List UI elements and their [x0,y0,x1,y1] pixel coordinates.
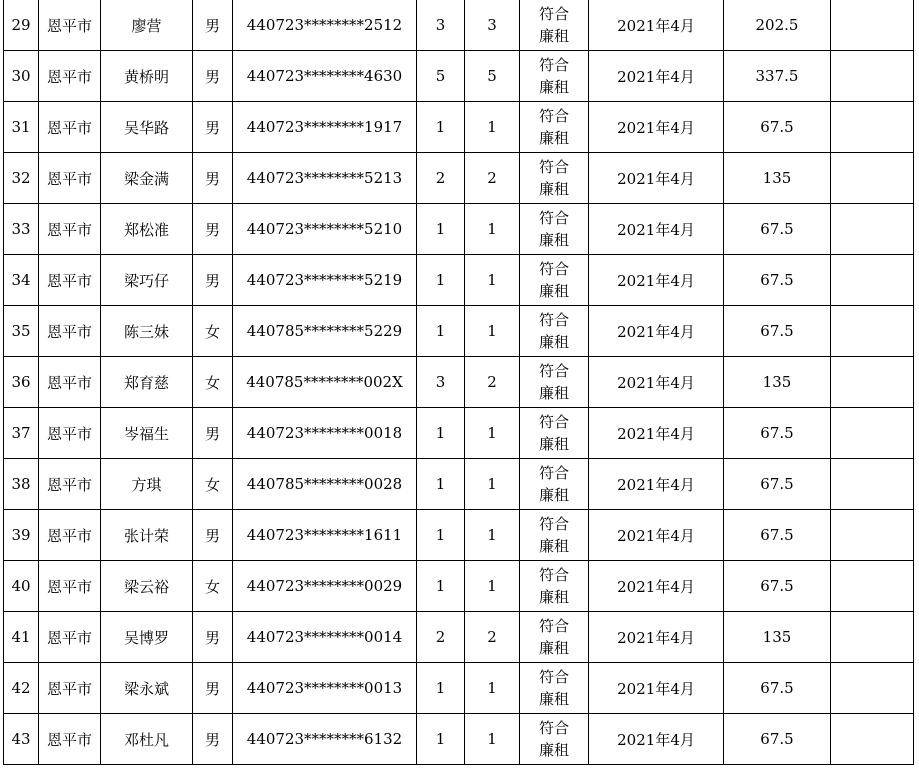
qualification-line: 廉租 [538,486,569,504]
city-cell: 恩平市 [39,408,101,459]
table-row [4,714,914,765]
gender-cell: 女 [193,459,233,510]
gender-cell: 男 [193,0,233,51]
table-row [4,510,914,561]
qualification-line: 符合 [538,566,569,584]
name-cell: 陈三妹 [101,306,193,357]
qualification-cell [520,102,589,153]
subsidy-persons-cell: 1 [465,102,520,153]
subsidy-persons-cell: 1 [465,408,520,459]
note-cell [831,51,914,102]
gender-cell: 男 [193,51,233,102]
city-cell: 恩平市 [39,612,101,663]
city-cell: 恩平市 [39,0,101,51]
row-number: 42 [4,663,39,714]
note-cell [831,612,914,663]
row-number: 31 [4,102,39,153]
family-size-cell: 1 [417,204,465,255]
table-row [4,306,914,357]
qualification-line: 廉租 [538,129,569,147]
subsidy-persons-cell: 1 [465,204,520,255]
qualification-line: 廉租 [538,333,569,351]
table-row [4,153,914,204]
subsidy-persons-cell: 2 [465,357,520,408]
qualification-cell [520,663,589,714]
family-size-cell: 1 [417,306,465,357]
name-cell: 廖营 [101,0,193,51]
row-number: 36 [4,357,39,408]
name-cell: 吴博罗 [101,612,193,663]
gender-cell: 男 [193,255,233,306]
gender-cell: 男 [193,102,233,153]
amount-cell: 67.5 [724,561,831,612]
note-cell [831,459,914,510]
gender-cell: 男 [193,663,233,714]
table-row [4,561,914,612]
qualification-cell [520,306,589,357]
note-cell [831,510,914,561]
gender-cell: 女 [193,357,233,408]
table-row [4,357,914,408]
name-cell: 梁云裕 [101,561,193,612]
row-number: 38 [4,459,39,510]
gender-cell: 男 [193,714,233,765]
subsidy-persons-cell: 1 [465,714,520,765]
qualification-cell [520,204,589,255]
family-size-cell: 1 [417,408,465,459]
document-page [3,0,914,765]
subsidy-persons-cell: 1 [465,561,520,612]
city-cell: 恩平市 [39,102,101,153]
qualification-cell [520,510,589,561]
family-size-cell: 1 [417,255,465,306]
qualification-line: 符合 [538,719,569,737]
id-number-cell: 440723********0029 [233,561,417,612]
family-size-cell: 1 [417,459,465,510]
row-number: 41 [4,612,39,663]
qualification-line: 廉租 [538,639,569,657]
family-size-cell: 1 [417,561,465,612]
gender-cell: 女 [193,561,233,612]
qualification-cell [520,714,589,765]
amount-cell: 67.5 [724,306,831,357]
family-size-cell: 1 [417,102,465,153]
month-cell: 2021年4月 [589,612,724,663]
qualification-line: 符合 [538,362,569,380]
row-number: 34 [4,255,39,306]
family-size-cell: 2 [417,153,465,204]
qualification-line: 符合 [538,464,569,482]
family-size-cell: 1 [417,510,465,561]
note-cell [831,255,914,306]
amount-cell: 135 [724,357,831,408]
name-cell: 岑福生 [101,408,193,459]
name-cell: 吴华路 [101,102,193,153]
gender-cell: 男 [193,153,233,204]
table-row [4,459,914,510]
id-number-cell: 440723********1611 [233,510,417,561]
month-cell: 2021年4月 [589,663,724,714]
city-cell: 恩平市 [39,510,101,561]
amount-cell: 135 [724,612,831,663]
id-number-cell: 440723********0013 [233,663,417,714]
id-number-cell: 440723********4630 [233,51,417,102]
qualification-cell [520,357,589,408]
month-cell: 2021年4月 [589,561,724,612]
amount-cell: 67.5 [724,663,831,714]
table-row [4,663,914,714]
table-row [4,612,914,663]
qualification-line: 廉租 [538,537,569,555]
id-number-cell: 440785********5229 [233,306,417,357]
gender-cell: 男 [193,612,233,663]
qualification-cell [520,255,589,306]
month-cell: 2021年4月 [589,306,724,357]
row-number: 33 [4,204,39,255]
table-row [4,408,914,459]
row-number: 32 [4,153,39,204]
id-number-cell: 440723********0014 [233,612,417,663]
amount-cell: 67.5 [724,510,831,561]
month-cell: 2021年4月 [589,459,724,510]
table-row [4,255,914,306]
qualification-line: 廉租 [538,435,569,453]
subsidy-persons-cell: 3 [465,0,520,51]
qualification-line: 廉租 [538,690,569,708]
qualification-line: 符合 [538,617,569,635]
gender-cell: 男 [193,408,233,459]
family-size-cell: 1 [417,714,465,765]
month-cell: 2021年4月 [589,102,724,153]
note-cell [831,102,914,153]
amount-cell: 67.5 [724,714,831,765]
id-number-cell: 440785********0028 [233,459,417,510]
month-cell: 2021年4月 [589,0,724,51]
subsidy-persons-cell: 1 [465,510,520,561]
city-cell: 恩平市 [39,255,101,306]
row-number: 35 [4,306,39,357]
amount-cell: 202.5 [724,0,831,51]
family-size-cell: 2 [417,612,465,663]
row-number: 39 [4,510,39,561]
row-number: 29 [4,0,39,51]
qualification-cell [520,153,589,204]
amount-cell: 337.5 [724,51,831,102]
amount-cell: 67.5 [724,459,831,510]
amount-cell: 67.5 [724,102,831,153]
qualification-line: 廉租 [538,27,569,45]
city-cell: 恩平市 [39,51,101,102]
note-cell [831,408,914,459]
note-cell [831,714,914,765]
qualification-line: 廉租 [538,741,569,759]
table-row [4,204,914,255]
name-cell: 邓杜凡 [101,714,193,765]
subsidy-table [3,0,914,765]
month-cell: 2021年4月 [589,51,724,102]
id-number-cell: 440723********2512 [233,0,417,51]
note-cell [831,357,914,408]
qualification-line: 廉租 [538,384,569,402]
gender-cell: 女 [193,306,233,357]
row-number: 30 [4,51,39,102]
name-cell: 方琪 [101,459,193,510]
city-cell: 恩平市 [39,714,101,765]
id-number-cell: 440723********0018 [233,408,417,459]
subsidy-persons-cell: 1 [465,255,520,306]
qualification-line: 廉租 [538,231,569,249]
name-cell: 梁巧仔 [101,255,193,306]
name-cell: 张计荣 [101,510,193,561]
qualification-cell [520,459,589,510]
table-row [4,102,914,153]
note-cell [831,663,914,714]
amount-cell: 67.5 [724,255,831,306]
note-cell [831,153,914,204]
subsidy-persons-cell: 1 [465,663,520,714]
city-cell: 恩平市 [39,153,101,204]
subsidy-persons-cell: 1 [465,459,520,510]
family-size-cell: 3 [417,357,465,408]
amount-cell: 135 [724,153,831,204]
qualification-line: 符合 [538,158,569,176]
gender-cell: 男 [193,204,233,255]
qualification-line: 廉租 [538,78,569,96]
amount-cell: 67.5 [724,204,831,255]
subsidy-persons-cell: 2 [465,153,520,204]
note-cell [831,0,914,51]
qualification-line: 廉租 [538,588,569,606]
qualification-line: 符合 [538,260,569,278]
family-size-cell: 1 [417,663,465,714]
qualification-line: 符合 [538,515,569,533]
subsidy-persons-cell: 2 [465,612,520,663]
table-row [4,51,914,102]
note-cell [831,306,914,357]
qualification-cell [520,51,589,102]
qualification-line: 符合 [538,56,569,74]
name-cell: 郑育慈 [101,357,193,408]
month-cell: 2021年4月 [589,408,724,459]
id-number-cell: 440785********002X [233,357,417,408]
qualification-cell [520,561,589,612]
id-number-cell: 440723********5219 [233,255,417,306]
amount-cell: 67.5 [724,408,831,459]
qualification-line: 廉租 [538,180,569,198]
name-cell: 梁永斌 [101,663,193,714]
subsidy-persons-cell: 5 [465,51,520,102]
note-cell [831,204,914,255]
month-cell: 2021年4月 [589,357,724,408]
id-number-cell: 440723********6132 [233,714,417,765]
city-cell: 恩平市 [39,459,101,510]
qualification-line: 符合 [538,107,569,125]
subsidy-persons-cell: 1 [465,306,520,357]
qualification-line: 符合 [538,668,569,686]
qualification-cell [520,0,589,51]
note-cell [831,561,914,612]
month-cell: 2021年4月 [589,153,724,204]
qualification-line: 廉租 [538,282,569,300]
name-cell: 郑松准 [101,204,193,255]
city-cell: 恩平市 [39,204,101,255]
qualification-cell [520,408,589,459]
month-cell: 2021年4月 [589,204,724,255]
row-number: 43 [4,714,39,765]
family-size-cell: 5 [417,51,465,102]
qualification-line: 符合 [538,5,569,23]
row-number: 37 [4,408,39,459]
city-cell: 恩平市 [39,663,101,714]
name-cell: 梁金满 [101,153,193,204]
month-cell: 2021年4月 [589,510,724,561]
id-number-cell: 440723********5213 [233,153,417,204]
month-cell: 2021年4月 [589,255,724,306]
gender-cell: 男 [193,510,233,561]
city-cell: 恩平市 [39,306,101,357]
id-number-cell: 440723********5210 [233,204,417,255]
qualification-line: 符合 [538,311,569,329]
qualification-line: 符合 [538,209,569,227]
family-size-cell: 3 [417,0,465,51]
table-row [4,0,914,51]
qualification-cell [520,612,589,663]
id-number-cell: 440723********1917 [233,102,417,153]
row-number: 40 [4,561,39,612]
city-cell: 恩平市 [39,357,101,408]
qualification-line: 符合 [538,413,569,431]
name-cell: 黄桥明 [101,51,193,102]
month-cell: 2021年4月 [589,714,724,765]
city-cell: 恩平市 [39,561,101,612]
